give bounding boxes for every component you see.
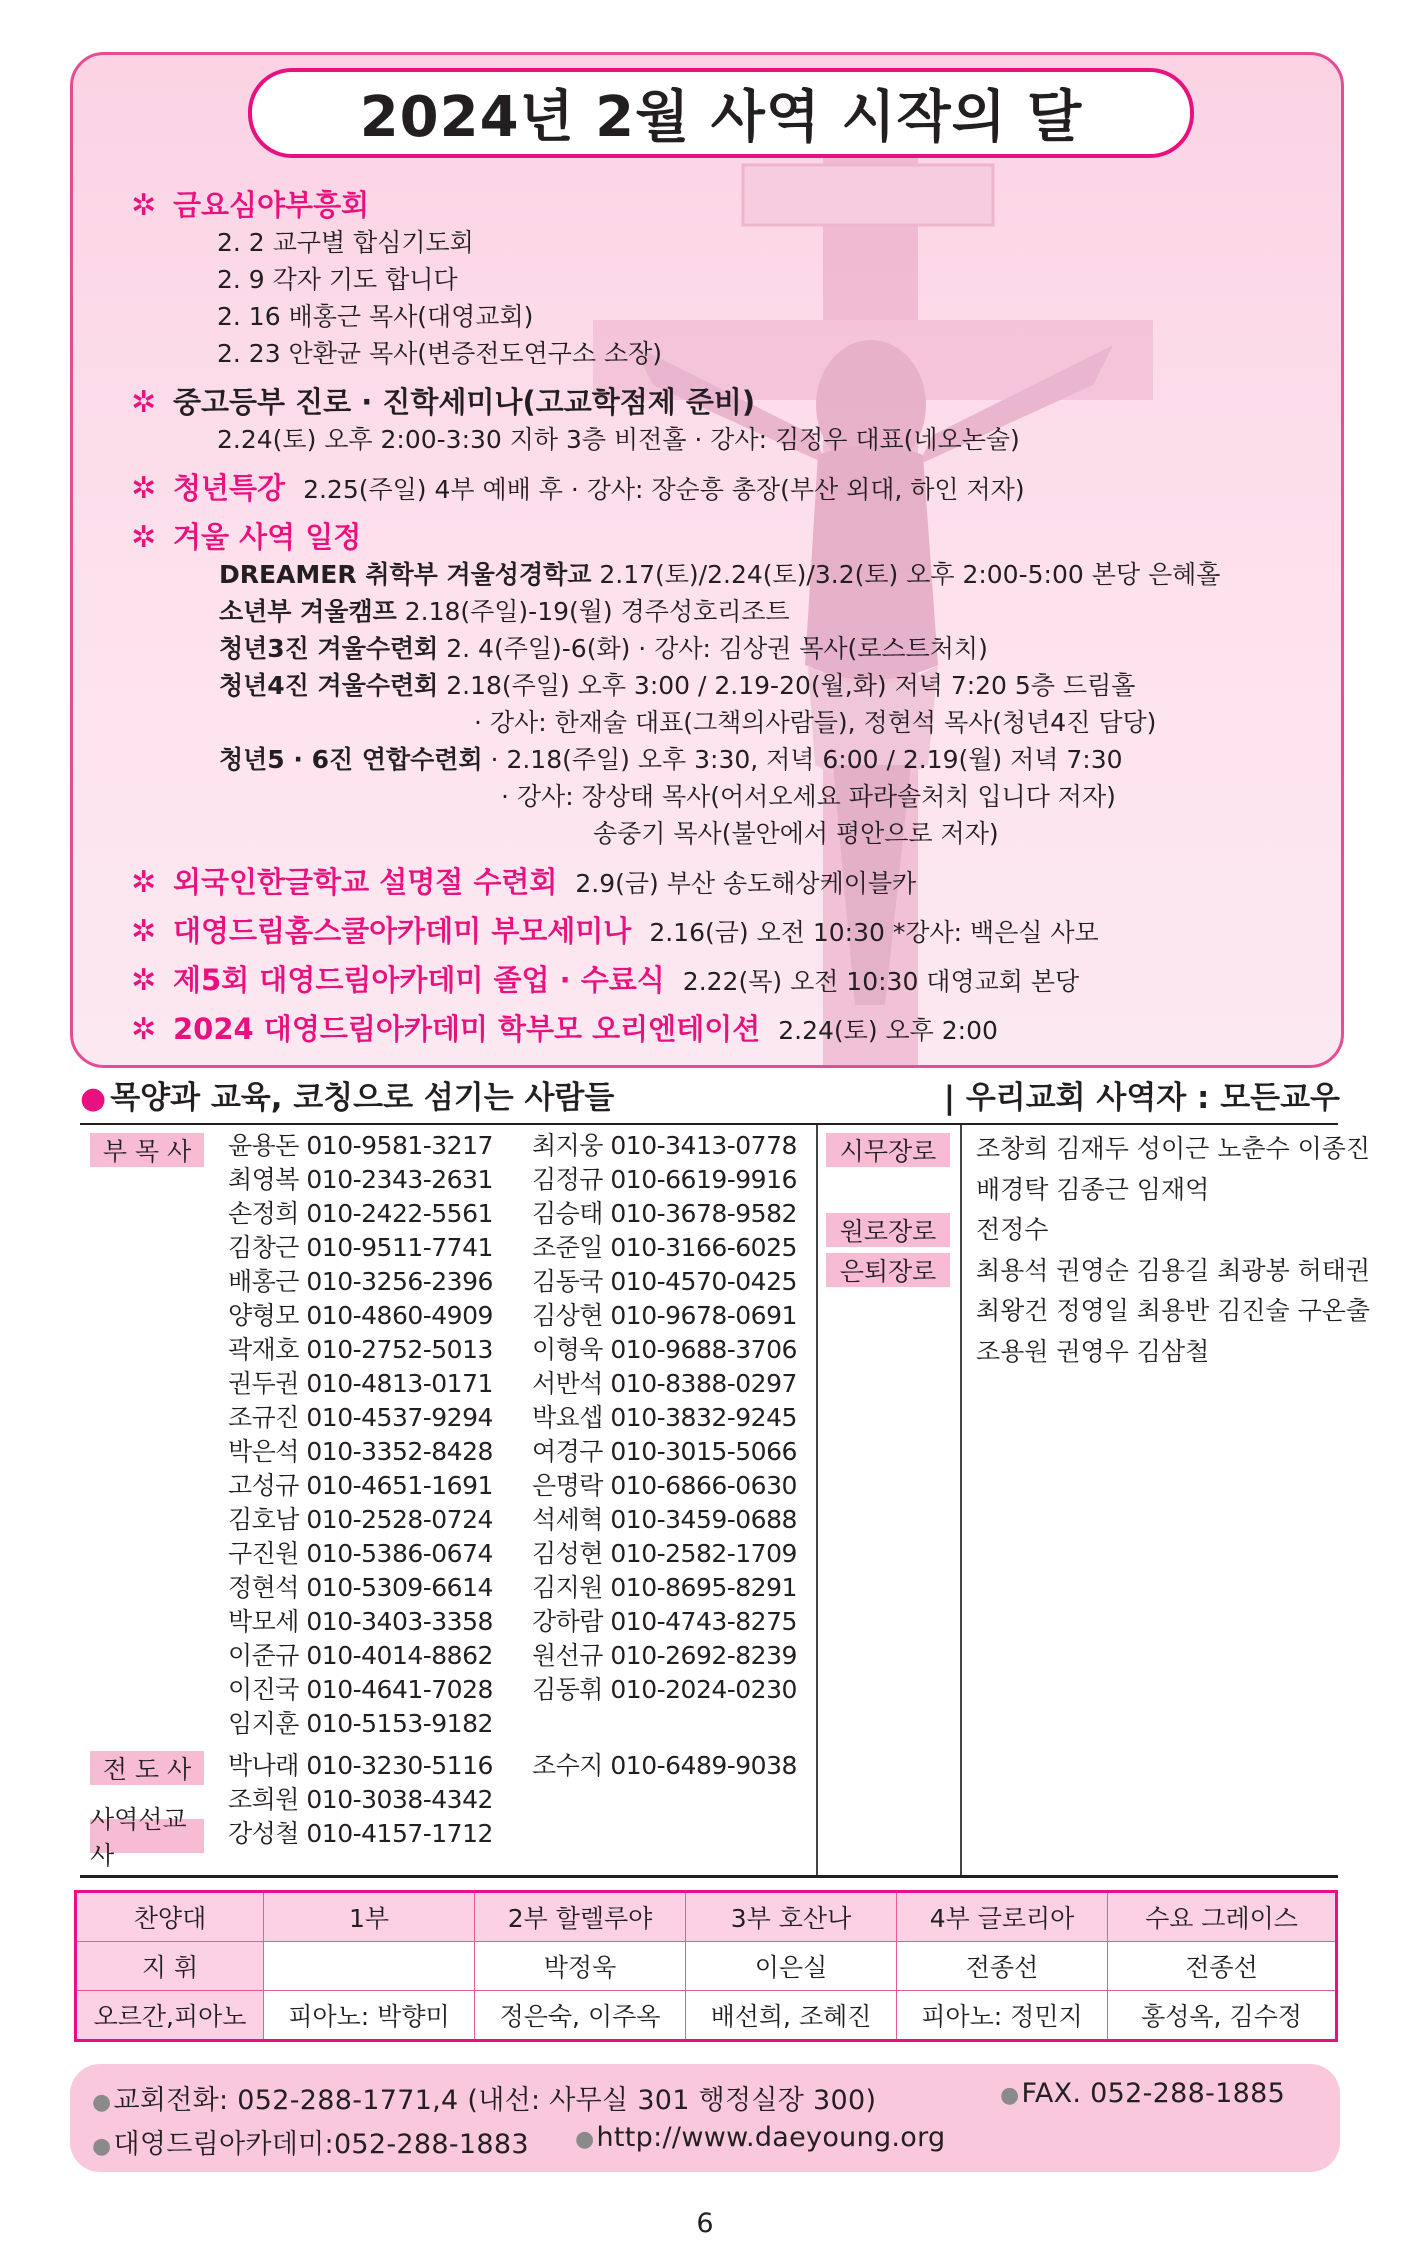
role-tag-active-elder: 시무장로 (826, 1133, 950, 1167)
staff-contact: 이형욱 010-9688-3706 (532, 1335, 797, 1364)
winter-line: · 강사: 장상태 목사(어서오세요 파라솔처치 입니다 저자) (501, 782, 1116, 811)
role-tag-retired-elder: 은퇴장로 (826, 1253, 950, 1287)
table-cell: 지 휘 (76, 1942, 264, 1991)
staff-contact: 원선규 010-2692-8239 (532, 1641, 797, 1670)
event-line: 2. 23 안환균 목사(변증전도연구소 소장) (217, 339, 663, 368)
staff-contact: 김정규 010-6619-9916 (532, 1165, 797, 1194)
flower-bullet-icon: ✲ (131, 1012, 157, 1047)
winter-line: DREAMER 취학부 겨울성경학교 2.17(토)/2.24(토)/3.2(토) 오후 2:00-5:00 본당 은혜홀 (219, 560, 1221, 589)
table-cell: 오르간,피아노 (76, 1991, 264, 2041)
staff-contact: 박모세 010-3403-3358 (228, 1607, 493, 1636)
flower-bullet-icon: ✲ (131, 914, 157, 949)
winter-line: 송중기 목사(불안에서 평안으로 저자) (593, 819, 999, 848)
winter-line: · 강사: 한재술 대표(그책의사람들), 정현석 목사(청년4진 담당) (474, 708, 1157, 737)
staff-contact: 김지원 010-8695-8291 (532, 1573, 797, 1602)
missionary-list (228, 1817, 493, 1851)
event-heading (131, 909, 1331, 950)
staff-contact: 서반석 010-8388-0297 (532, 1369, 797, 1398)
table-cell: 4부 글로리아 (897, 1892, 1108, 1942)
monthly-events-box (70, 52, 1344, 1068)
role-tag-associate-pastor: 부 목 사 (90, 1133, 204, 1167)
elder-names: 조창희 김재두 성이근 노춘수 이종진 (976, 1134, 1371, 1163)
staff-contact: 김승태 010-3678-9582 (532, 1199, 797, 1228)
footer-academy: ●대영드림아카데미:052-288-1883 (92, 2129, 529, 2160)
staff-contact: 최지웅 010-3413-0778 (532, 1131, 797, 1160)
event-heading (131, 466, 1331, 507)
elder-names: 조용원 권영우 김삼철 (976, 1336, 1210, 1366)
event-detail: 2.25(주일) 4부 예배 후 · 강사: 장순흥 총장(부산 외대, 하인 저자) (303, 475, 1025, 504)
table-cell: 피아노: 박향미 (264, 1991, 475, 2041)
associate-pastor-list-1 (228, 1129, 493, 1741)
footer-website-link[interactable]: ●http://www.daeyoung.org (575, 2122, 946, 2153)
table-cell (264, 1942, 475, 1991)
table-cell: 이은실 (686, 1942, 897, 1991)
staff-contact: 김창근 010-9511-7741 (228, 1233, 493, 1262)
evangelist-list-1 (228, 1749, 493, 1817)
event-line: 2. 9 각자 기도 합니다 (217, 265, 458, 294)
event-heading (131, 958, 1331, 999)
staff-contact: 은명락 010-6866-0630 (532, 1471, 797, 1500)
staff-contact: 최영복 010-2343-2631 (228, 1165, 493, 1194)
staff-section-header (80, 1072, 1340, 1116)
table-cell: 수요 그레이스 (1108, 1892, 1337, 1942)
table-row (76, 1942, 1337, 1991)
event-title: 중고등부 진로 · 진학세미나(고교학점제 준비) (173, 385, 756, 419)
staff-contact: 배홍근 010-3256-2396 (228, 1267, 493, 1296)
event-heading (131, 1007, 1331, 1048)
staff-contact: 박요셉 010-3832-9245 (532, 1403, 797, 1432)
winter-line: 청년5 · 6진 연합수련회 · 2.18(주일) 오후 3:30, 저녁 6:00 / 2.19(월) 저녁 7:30 (219, 745, 1123, 774)
staff-contact: 권두권 010-4813-0171 (228, 1369, 493, 1398)
circle-bullet-icon: ● (80, 1080, 107, 1116)
staff-contact: 김동국 010-4570-0425 (532, 1267, 797, 1296)
staff-contact: 임지훈 010-5153-9182 (228, 1709, 493, 1738)
page-title: 2024년 2월 사역 시작의 달 (248, 68, 1194, 158)
staff-contact: 조희원 010-3038-4342 (228, 1785, 493, 1814)
staff-contact: 김동휘 010-2024-0230 (532, 1675, 797, 1704)
circle-bullet-icon: ● (92, 2134, 112, 2159)
table-row (76, 1892, 1337, 1942)
staff-contact: 박은석 010-3352-8428 (228, 1437, 493, 1466)
staff-contact: 손정희 010-2422-5561 (228, 1199, 493, 1228)
event-heading (131, 380, 1331, 421)
table-cell: 3부 호산나 (686, 1892, 897, 1942)
event-line: 2. 2 교구별 합심기도회 (217, 228, 474, 257)
elder-names: 배경탁 김종근 임재억 (976, 1174, 1210, 1204)
event-line: 2. 16 배홍근 목사(대영교회) (217, 302, 534, 331)
staff-contact: 조수지 010-6489-9038 (532, 1751, 797, 1780)
staff-contact: 강하람 010-4743-8275 (532, 1607, 797, 1636)
event-heading (131, 860, 1331, 901)
winter-line: 소년부 겨울캠프 2.18(주일)-19(월) 경주성호리조트 (219, 597, 790, 626)
circle-bullet-icon: ● (1000, 2083, 1020, 2108)
staff-contact: 석세혁 010-3459-0688 (532, 1505, 797, 1534)
staff-contact: 여경구 010-3015-5066 (532, 1437, 797, 1466)
column-divider (816, 1125, 818, 1875)
footer-fax: ●FAX. 052-288-1885 (1000, 2078, 1286, 2109)
event-title: 외국인한글학교 설명절 수련회 (173, 865, 558, 899)
flower-bullet-icon: ✲ (131, 188, 157, 223)
staff-contact: 박나래 010-3230-5116 (228, 1751, 493, 1780)
event-title: 겨울 사역 일정 (173, 520, 362, 554)
event-title: 대영드림홈스쿨아카데미 부모세미나 (173, 914, 632, 948)
table-cell: 정은숙, 이주옥 (475, 1991, 686, 2041)
event-title: 금요심야부흥회 (173, 188, 370, 222)
flower-bullet-icon: ✲ (131, 471, 157, 506)
evangelist-list-2 (532, 1749, 797, 1783)
staff-contact: 정현석 010-5309-6614 (228, 1573, 493, 1602)
staff-contact: 김호남 010-2528-0724 (228, 1505, 493, 1534)
staff-contact: 이진국 010-4641-7028 (228, 1675, 493, 1704)
event-detail: 2.9(금) 부산 송도해상케이블카 (575, 869, 917, 898)
staff-contact: 강성철 010-4157-1712 (228, 1819, 493, 1848)
staff-contact: 윤용돈 010-9581-3217 (228, 1131, 493, 1160)
table-cell: 피아노: 정민지 (897, 1991, 1108, 2041)
column-divider (960, 1125, 962, 1875)
event-title: 제5회 대영드림아카데미 졸업 · 수료식 (173, 963, 665, 997)
event-detail: 2.22(목) 오전 10:30 대영교회 본당 (682, 967, 1080, 996)
event-detail: 2.16(금) 오전 10:30 *강사: 백은실 사모 (649, 918, 1099, 947)
footer-phone: ●교회전화: 052-288-1771,4 (내선: 사무실 301 행정실장 300) (92, 2085, 877, 2116)
flower-bullet-icon: ✲ (131, 520, 157, 555)
circle-bullet-icon: ● (575, 2127, 595, 2152)
event-heading (131, 515, 1331, 556)
table-cell: 전종선 (897, 1942, 1108, 1991)
flower-bullet-icon: ✲ (131, 385, 157, 420)
events-list (131, 183, 1331, 1048)
event-title: 2024 대영드림아카데미 학부모 오리엔테이션 (173, 1012, 761, 1046)
table-cell: 박정욱 (475, 1942, 686, 1991)
winter-line: 청년4진 겨울수련회 2.18(주일) 오후 3:00 / 2.19-20(월,화) 저녁 7:20 5층 드림홀 (219, 671, 1136, 700)
staff-contact: 고성규 010-4651-1691 (228, 1471, 493, 1500)
staff-directory (80, 1123, 1371, 1878)
event-detail: 2.24(토) 오후 2:00 (778, 1016, 998, 1045)
elder-names: 최용석 권영순 김용길 최광봉 허태권 (976, 1255, 1371, 1285)
flower-bullet-icon: ✲ (131, 865, 157, 900)
table-row (76, 1991, 1337, 2041)
staff-contact: 이준규 010-4014-8862 (228, 1641, 493, 1670)
staff-contact: 조준일 010-3166-6025 (532, 1233, 797, 1262)
table-cell: 전종선 (1108, 1942, 1337, 1991)
elders-list (976, 1129, 1370, 1372)
staff-contact: 구진원 010-5386-0674 (228, 1539, 493, 1568)
role-tag-missionary: 사역선교사 (90, 1819, 204, 1853)
event-line: 2.24(토) 오후 2:00-3:30 지하 3층 비전홀 · 강사: 김정우 대표(네오논술) (217, 425, 1020, 454)
table-cell: 2부 할렐루야 (475, 1892, 686, 1942)
circle-bullet-icon: ● (92, 2090, 112, 2115)
table-cell: 홍성옥, 김수정 (1108, 1991, 1337, 2041)
staff-section-subtitle: | 우리교회 사역자 : 모든교우 (943, 1079, 1340, 1116)
staff-contact: 김성현 010-2582-1709 (532, 1539, 797, 1568)
event-heading (131, 183, 1331, 224)
elder-names: 전정수 (976, 1215, 1049, 1244)
page-number: 6 (696, 2208, 714, 2239)
staff-contact: 곽재호 010-2752-5013 (228, 1335, 493, 1364)
table-cell: 1부 (264, 1892, 475, 1942)
choir-table (74, 1890, 1338, 2042)
associate-pastor-list-2 (532, 1129, 797, 1707)
staff-contact: 양형모 010-4860-4909 (228, 1301, 493, 1330)
elder-names: 최왕건 정영일 최용반 김진술 구온출 (976, 1296, 1371, 1325)
table-cell: 배선희, 조혜진 (686, 1991, 897, 2041)
flower-bullet-icon: ✲ (131, 963, 157, 998)
staff-contact: 김상현 010-9678-0691 (532, 1301, 797, 1330)
role-tag-senior-elder: 원로장로 (826, 1213, 950, 1247)
staff-contact: 조규진 010-4537-9294 (228, 1403, 493, 1432)
contact-footer (70, 2064, 1340, 2172)
role-tag-evangelist: 전 도 사 (90, 1751, 204, 1785)
staff-section-title: ● 목양과 교육, 코칭으로 섬기는 사람들 (80, 1079, 615, 1116)
table-cell: 찬양대 (76, 1892, 264, 1942)
event-title: 청년특강 (173, 471, 286, 505)
winter-line: 청년3진 겨울수련회 2. 4(주일)-6(화) · 강사: 김상권 목사(로스트처치) (219, 634, 988, 663)
